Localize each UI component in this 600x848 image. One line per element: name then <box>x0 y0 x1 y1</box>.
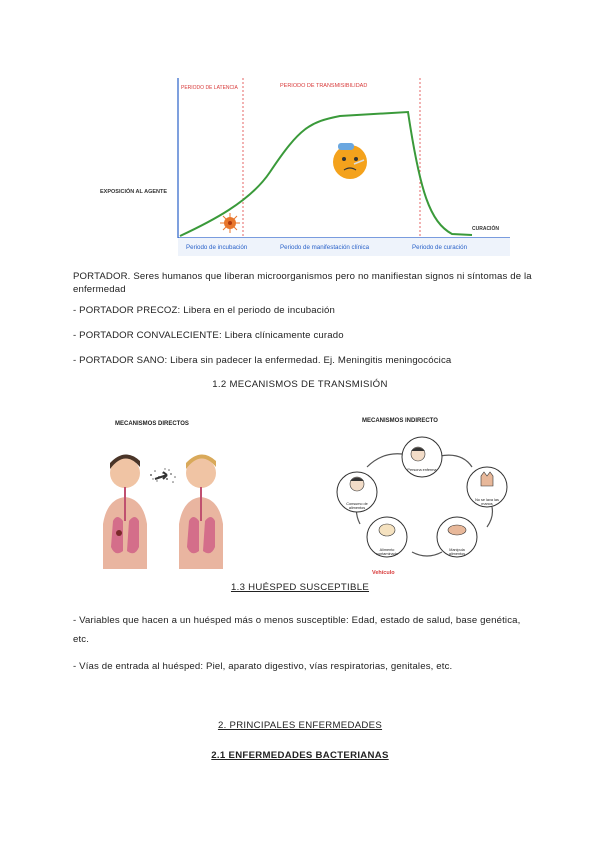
item-text: Libera en el periodo de incubación <box>183 305 335 316</box>
section-1-3-title: 1.3 HUÉSPED SUSCEPTIBLE <box>230 582 370 593</box>
incubation-band-label: Periodo de incubación <box>186 244 248 251</box>
section-2-title: 2. PRINCIPALES ENFERMEDADES <box>217 720 383 731</box>
cure-band-label: Periodo de curación <box>412 244 468 251</box>
chicken-icon <box>379 524 395 536</box>
host-variables-paragraph: - Variables que hacen a un huésped más o menos susceptible: Edad, estado de salud, base genética, etc. <box>73 615 521 645</box>
person-right <box>179 454 223 569</box>
cure-label: CURACIÓN <box>472 226 499 232</box>
vehicle-label: Vehículo <box>372 570 395 576</box>
item-term: PORTADOR SANO: <box>79 355 168 366</box>
sick-person-icon <box>411 447 425 461</box>
step-sick-person: Persona enferma <box>407 468 437 472</box>
portador-item-convaleciente: - PORTADOR CONVALECIENTE: Libera clínicamente curado <box>73 330 344 341</box>
portador-item-precoz: - PORTADOR PRECOZ: Libera en el periodo de incubación <box>73 305 335 316</box>
step-food-consumption: Consumo de alimentos <box>346 502 368 510</box>
droplets <box>150 468 176 483</box>
transmissibility-label: PERIODO DE TRANSMISIBILIDAD <box>280 83 368 89</box>
direct-mechanisms-title: MECANISMOS DIRECTOS <box>115 421 189 427</box>
indirect-mechanisms-figure <box>322 412 522 582</box>
step-handles-food: Manipula alimentos <box>448 548 466 556</box>
portador-item-sano: - PORTADOR SANO: Libera sin padecer la enfermedad. Ej. Meningitis meningocócica <box>73 355 452 366</box>
virus-icon <box>220 213 240 233</box>
step-contaminated-food: Alimento contaminado <box>376 548 398 556</box>
latency-label: PERIODO DE LATENCIA <box>181 85 238 91</box>
hands-food-icon <box>448 525 466 535</box>
host-entry-paragraph: - Vías de entrada al huésped: Piel, aparato digestivo, vías respiratorias, genitales, etc. <box>73 661 453 672</box>
step-no-handwash: No se lava las manos <box>475 498 499 506</box>
portador-definition <box>73 270 533 296</box>
timeline-graphic <box>100 72 520 262</box>
section-1-2-title: 1.2 MECANISMOS DE TRANSMISIÓN <box>212 379 388 390</box>
eating-person-icon <box>350 477 364 491</box>
direct-mechanisms-figure <box>95 415 235 565</box>
indirect-mechanisms-title: MECANISMOS INDIRECTO <box>362 418 438 424</box>
disease-timeline-diagram <box>100 72 520 262</box>
item-term: PORTADOR CONVALECIENTE: <box>79 330 222 341</box>
coughing-people-illustration <box>95 429 235 569</box>
exposure-label: EXPOSICIÓN AL AGENTE <box>100 189 168 195</box>
indirect-cycle-illustration <box>322 412 522 582</box>
portador-title: PORTADOR. <box>73 271 131 282</box>
item-text: Libera sin padecer la enfermedad. Ej. Meningitis meningocócica <box>170 355 452 366</box>
clinical-band-label: Periodo de manifestación clínica <box>280 244 370 251</box>
item-text: Libera clínicamente curado <box>224 330 344 341</box>
portador-definition-text: Seres humanos que liberan microorganismos pero no manifiestan signos ni síntomas de la enfermedad <box>73 271 532 295</box>
section-2-1-title: 2.1 ENFERMEDADES BACTERIANAS <box>211 750 389 761</box>
item-term: PORTADOR PRECOZ: <box>79 305 181 316</box>
sick-face-icon <box>333 143 367 179</box>
person-left <box>103 454 147 569</box>
